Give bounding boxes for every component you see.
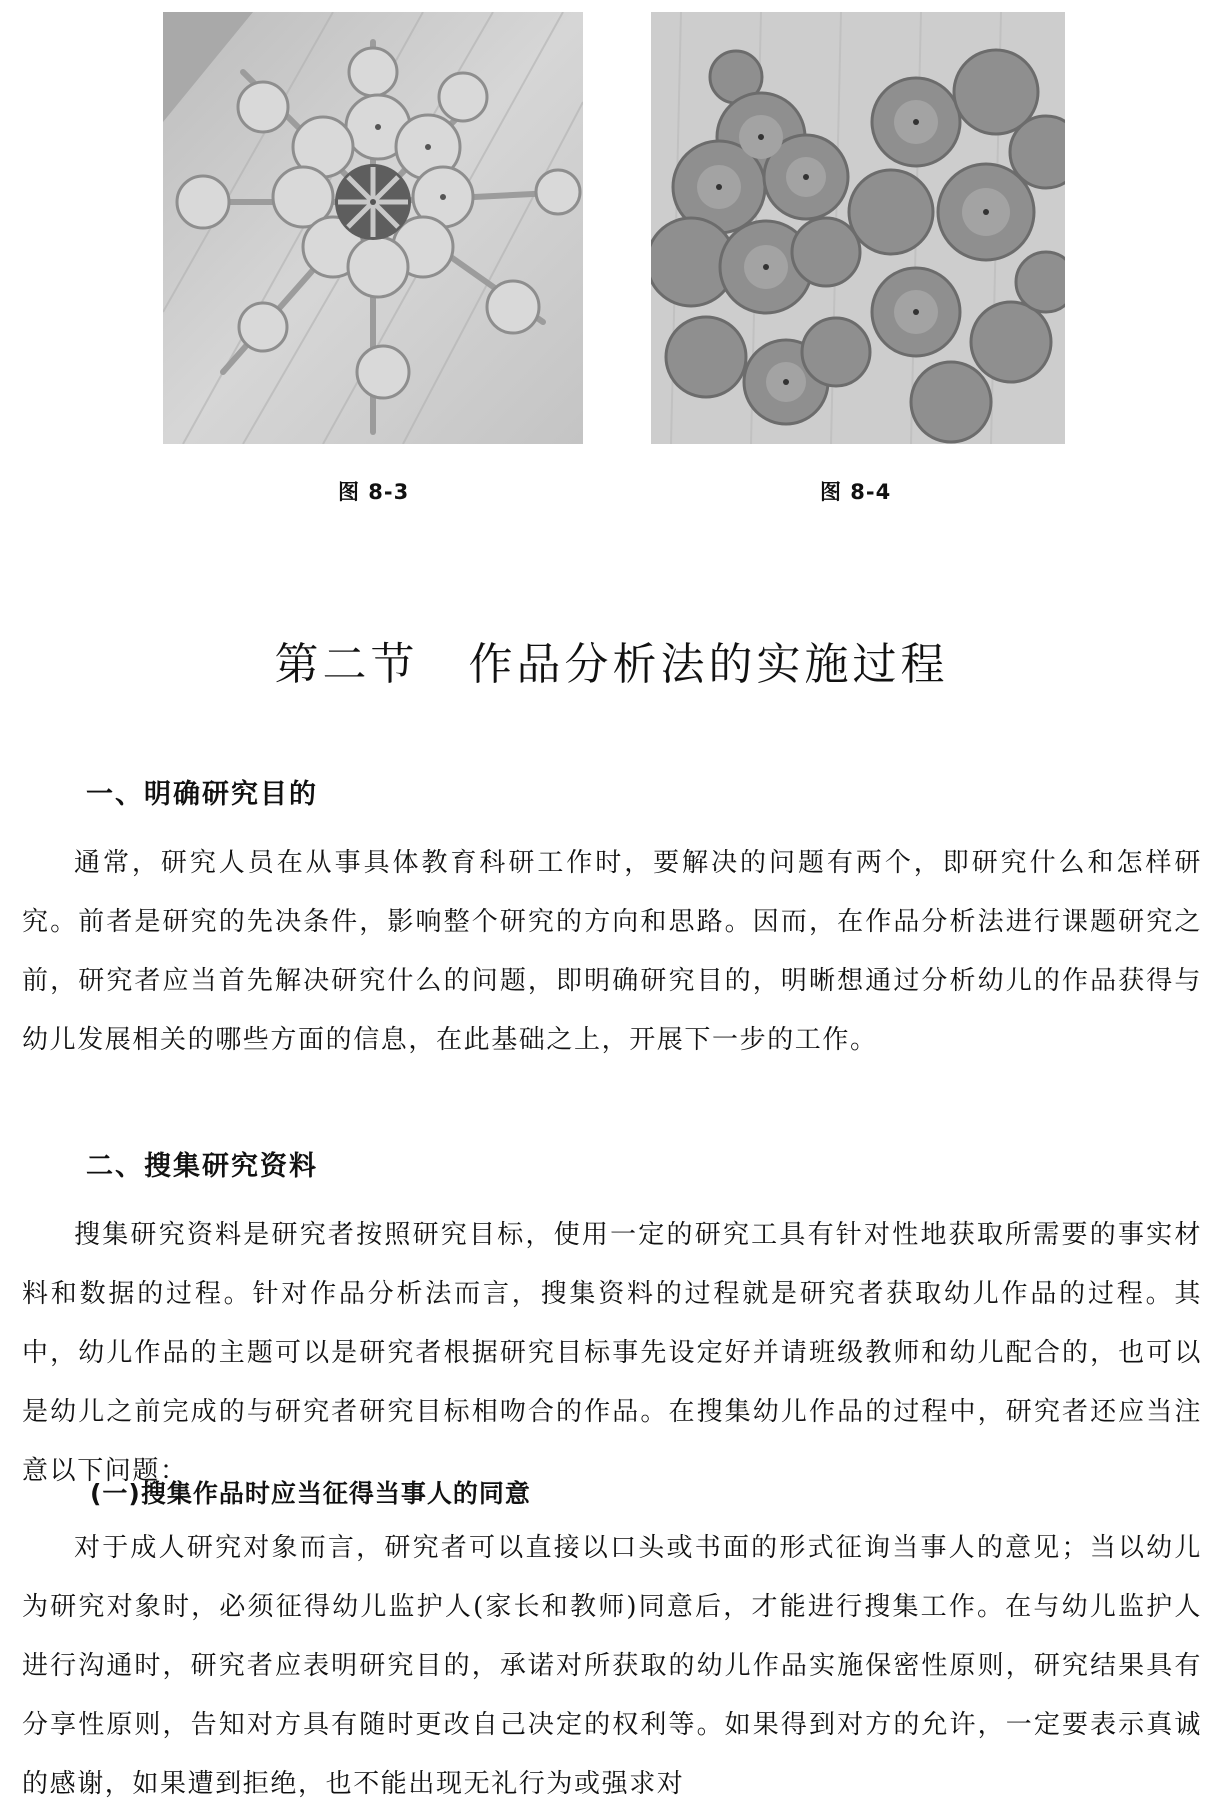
snowflake-construction-image (163, 12, 583, 444)
figure-8-4-photo (651, 12, 1065, 444)
paragraph-research-purpose: 通常，研究人员在从事具体教育科研工作时，要解决的问题有两个，即研究什么和怎样研究。前者是研究的先决条件，影响整个研究的方向和思路。因而，在作品分析法进行课题研究之前，研究者应当首先解决研究什么的问题，即明确研究目的，明晰想通过分析幼儿的作品获得与幼儿发展相关的哪些方面的信息，在此基础之上，开展下一步的工作。 (22, 848, 1202, 1055)
figure-8-3-photo (163, 12, 583, 444)
subheading-obtain-consent: (一)搜集作品时应当征得当事人的同意 (90, 1479, 531, 1508)
section-title (0, 628, 1223, 692)
heading-clarify-research-purpose: 一、明确研究目的 (86, 779, 318, 810)
paragraph-obtain-consent: 对于成人研究对象而言，研究者可以直接以口头或书面的形式征询当事人的意见；当以幼儿为研究对象时，必须征得幼儿监护人(家长和教师)同意后，才能进行搜集工作。在与幼儿监护人进行沟通时，研究者应表明研究目的，承诺对所获取的幼儿作品实施保密性原则，研究结果具有分享性原则，告知对方具有随时更改自己决定的权利等。如果得到对方的允许，一定要表示真诚的感谢，如果遭到拒绝，也不能出现无礼行为或强求对 (22, 1533, 1202, 1799)
heading-collect-research-materials: 二、搜集研究资料 (86, 1151, 318, 1182)
flower-cluster-construction-image (651, 12, 1065, 444)
paragraph-collect-materials: 搜集研究资料是研究者按照研究目标，使用一定的研究工具有针对性地获取所需要的事实材料和数据的过程。针对作品分析法而言，搜集资料的过程就是研究者获取幼儿作品的过程。其中，幼儿作品的主题可以是研究者根据研究目标事先设定好并请班级教师和幼儿配合的，也可以是幼儿之前完成的与研究者研究目标相吻合的作品。在搜集幼儿作品的过程中，研究者还应当注意以下问题： (22, 1220, 1202, 1486)
section-number: 第二节 (274, 639, 419, 690)
figure-caption-8-3: 图 8-3 (338, 480, 410, 504)
section-title-text: 作品分析法的实施过程 (468, 639, 949, 690)
figure-caption-8-4: 图 8-4 (820, 480, 892, 504)
